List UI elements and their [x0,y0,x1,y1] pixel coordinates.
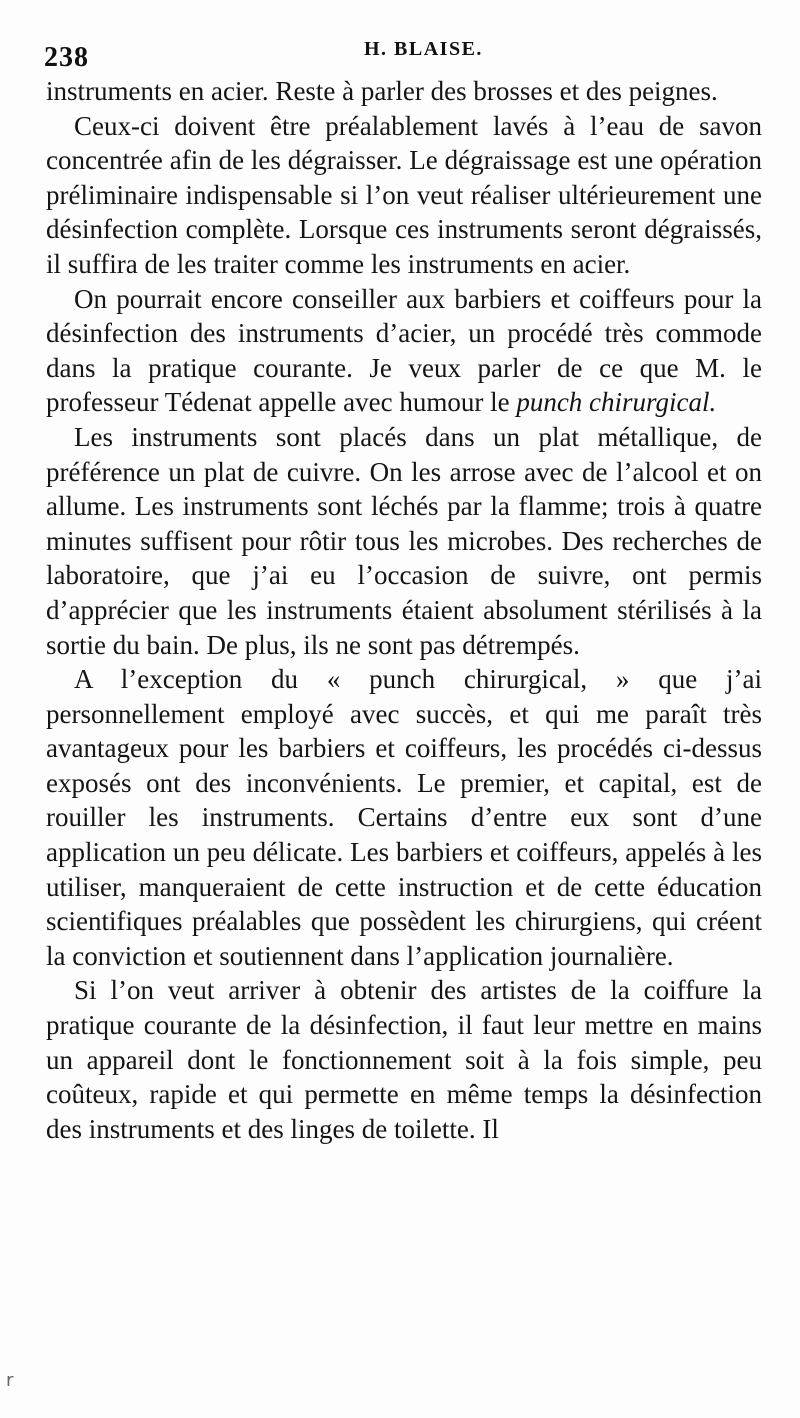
margin-mark: r [6,1370,14,1391]
paragraph-punch-intro [46,282,762,420]
page-header [44,34,760,74]
paragraph-apparatus: Si l’on veut arriver à obtenir des artistes de la coiffure la pratique courante de la désinfection, il faut leur mettre en mains un appareil dont le fonctionnement soit à la fois simple, peu coûteux, rapide et qui permette en même temps la désinfection des instruments et des linges de toilette. Il [46,975,762,1144]
paragraph-flame-method: Les instruments sont placés dans un plat métallique, de préférence un plat de cuivre. On les arrose avec de l’alcool et on allume. Les instruments sont léchés par la flamme; trois à quatre minutes suffisent pour rôtir tous les microbes. Des recherches de laboratoire, que j’ai eu l’occasion de suivre, ont permis d’apprécier que les instruments étaient absolument stérilisés à la sortie du bain. De plus, ils ne sont pas détrempés. [46,421,762,660]
paragraph-degreasing: Ceux-ci doivent être préalablement lavés à l’eau de savon concentrée afin de les dégraisser. Le dégraissage est une opération préliminaire indispensable si l’on veut réaliser ultérieurement une désinfection complète. Lorsque ces instruments seront dégraissés, il suffira de les traiter comme les instruments en acier. [46,110,762,279]
body-text [46,74,762,1146]
paragraph-drawbacks: A l’exception du « punch chirurgical, » que j’ai personnellement employé avec succès, et qui me paraît très avantageux pour les barbiers et coiffeurs, les procédés ci-dessus exposés ont des inconvénients. Le premier, et capital, est de rouiller les instruments. Certains d’entre eux sont d’une application un peu délicate. Les barbiers et coiffeurs, appelés à les utiliser, manqueraient de cette instruction et de cette éducation scientifiques préalables que possèdent les chirurgiens, qui créent la conviction et soutiennent dans l’application journalière. [46,664,762,971]
paragraph-continuation: instruments en acier. Reste à parler des brosses et des peignes. [46,76,718,106]
running-head: H. BLAISE. [364,38,483,60]
emphasis-punch-chirurgical: punch chirurgical. [516,387,717,418]
page-number: 238 [44,42,89,73]
paragraph-punch-intro-text: On pourrait encore conseiller aux barbiers et coiffeurs pour la désinfection des instruments d’acier, un procédé très commode dans la pratique courante. Je veux parler de ce que M. le professeur Tédenat appelle avec humour le [46,283,762,418]
